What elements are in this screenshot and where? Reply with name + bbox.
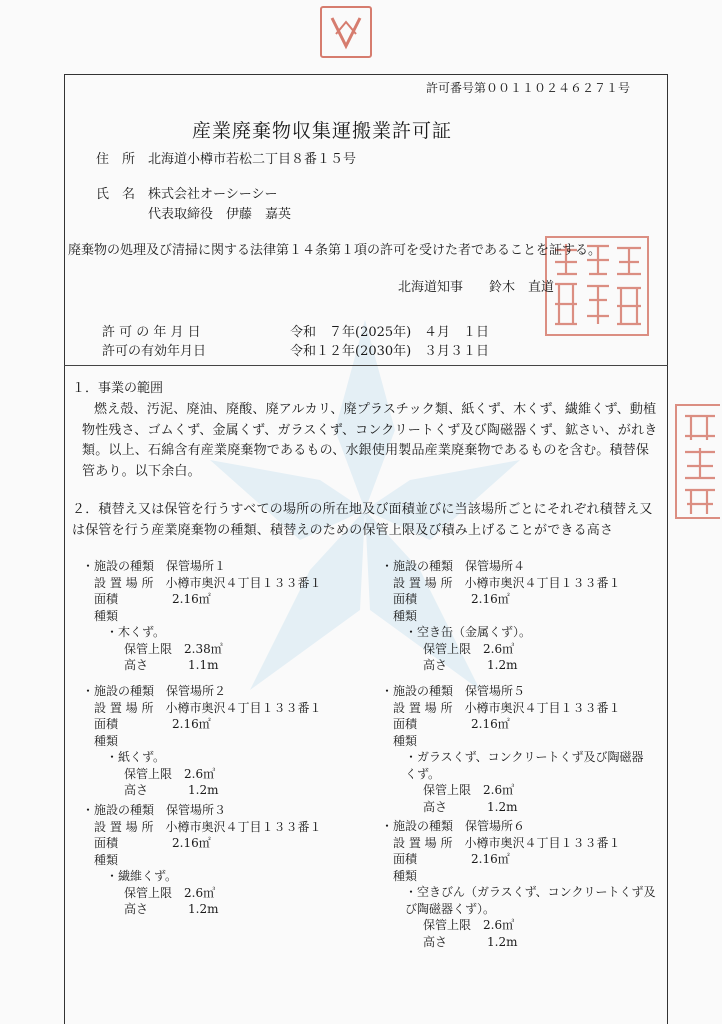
facility-limit: 2.38㎥ [184,641,223,656]
location-label: 設 置 場 所 [393,835,453,850]
address-value: 北海道小樽市若松二丁目８番１５号 [148,152,357,167]
facility-area: 2.16㎡ [471,852,510,866]
representative-name: 代表取締役 伊藤 嘉英 [148,207,292,222]
facility-area: 2.16㎡ [172,836,211,850]
kind-label: 種類 [94,852,119,867]
facility-waste: ・ガラスくず、コンクリートくず及び陶磁器くず。 [405,750,644,781]
location-label: 設 置 場 所 [393,575,453,590]
permit-number: 許可番号第００１１０２４６２７１号 [426,81,631,95]
side-seal [675,404,720,519]
facility-card [381,683,666,815]
location-label: 設 置 場 所 [94,819,154,834]
area-label: 面積 [393,592,418,606]
location-label: 設 置 場 所 [94,575,154,590]
facility-type-label: ・施設の種類 [381,684,454,698]
expiry-date-label: 許可の有効年月日 [102,344,207,359]
section1-text: 燃え殻、汚泥、廃油、廃酸、廃アルカリ、廃プラスチック類、紙くず、木くず、繊維くず、動植物性残さ、ゴムくず、金属くず、ガラスくず、コンクリートくず及び陶磁器くず、鉱さい、がれき類。以上、石綿含有産業廃棄物であるもの、水銀使用製品産業廃棄物であるものを含む。積替保管あり。以下余白。 [82,402,658,479]
facility-name: 保管場所３ [166,803,227,817]
limit-label: 保管上限 [124,766,173,781]
facility-limit: 2.6㎥ [184,885,216,900]
limit-label: 保管上限 [423,918,472,932]
divider [64,365,668,366]
permit-date-era: 令和 ７年(2025年) [290,325,412,340]
location-label: 設 置 場 所 [94,700,154,715]
facility-height: 1.2m [487,658,518,672]
certification-statement: 廃棄物の処理及び清掃に関する法律第１４条第１項の許可を受けた者であることを証する。 [68,243,602,258]
facility-card [381,558,666,674]
facility-location: 小樽市奥沢４丁目１３３番１ [165,575,322,590]
registration-seal-top [320,6,372,58]
facility-card [82,683,372,799]
section2-text: ２．積替え又は保管を行うすべての場所の所在地及び面積並びに当該場所ごとにそれぞれ積替え又は保管を行う産業廃棄物の種類、積替えのための保管上限及び積み上げることができる高さ [72,502,653,538]
facility-waste: ・空きびん（ガラスくず、コンクリートくず及び陶磁器くず）。 [405,885,656,916]
facility-limit: 2.6㎥ [483,918,515,932]
facility-waste: ・繊維くず。 [106,869,178,883]
facility-limit: 2.6㎥ [184,766,216,781]
facility-location: 小樽市奥沢４丁目１３３番１ [464,700,621,715]
facility-area: 2.16㎡ [172,592,211,606]
permit-date-label: 許 可 の 年 月 日 [102,325,201,340]
limit-label: 保管上限 [124,641,173,656]
kind-label: 種類 [393,608,418,623]
area-label: 面積 [94,592,119,606]
area-label: 面積 [393,852,418,866]
area-label: 面積 [393,717,418,731]
height-label: 高さ [124,783,149,797]
expiry-date-era: 令和１２年(2030年) [290,344,412,359]
area-label: 面積 [94,836,119,850]
facility-location: 小樽市奥沢４丁目１３３番１ [464,575,621,590]
facility-height: 1.2m [487,799,518,814]
area-label: 面積 [94,717,119,731]
facility-type-label: ・施設の種類 [381,559,454,573]
facility-limit: 2.6㎥ [483,641,515,656]
facility-name: 保管場所１ [166,559,227,573]
height-label: 高さ [124,658,149,672]
expiry-date-day: ３月３１日 [424,344,490,359]
address-label: 住 所 [96,152,136,167]
kind-label: 種類 [393,868,418,883]
facility-card [381,818,666,950]
facility-type-label: ・施設の種類 [381,819,454,833]
issuer: 北海道知事 鈴木 直道 [398,280,555,295]
kind-label: 種類 [393,733,418,748]
location-label: 設 置 場 所 [393,700,453,715]
facility-limit: 2.6㎥ [483,783,515,797]
facility-height: 1.1m [188,658,219,672]
facility-area: 2.16㎡ [471,592,510,606]
facility-area: 2.16㎡ [172,717,211,731]
facility-waste: ・紙くず。 [106,750,166,764]
facility-location: 小樽市奥沢４丁目１３３番１ [165,819,322,834]
section1-heading: １．事業の範囲 [72,381,164,396]
height-label: 高さ [423,658,448,672]
company-name: 株式会社オーシーシー [148,187,278,202]
height-label: 高さ [423,799,448,814]
facility-name: 保管場所２ [166,684,227,698]
facility-name: 保管場所５ [465,684,526,698]
facility-area: 2.16㎡ [471,717,510,731]
facility-card [82,558,372,674]
facility-height: 1.2m [188,783,219,797]
facility-name: 保管場所６ [465,819,526,833]
certificate-title: 産業廃棄物収集運搬業許可証 [192,120,453,142]
permit-date-day: ４月 １日 [424,325,490,340]
facility-name: 保管場所４ [465,559,526,573]
facility-type-label: ・施設の種類 [82,803,155,817]
kind-label: 種類 [94,608,119,623]
name-label: 氏 名 [96,187,136,202]
facility-card [82,802,372,918]
facility-height: 1.2m [188,902,219,916]
facility-location: 小樽市奥沢４丁目１３３番１ [165,700,322,715]
facility-height: 1.2m [487,934,518,949]
facility-waste: ・空き缶（金属くず）。 [405,625,532,639]
facility-type-label: ・施設の種類 [82,684,155,698]
limit-label: 保管上限 [423,783,472,797]
kind-label: 種類 [94,733,119,748]
facility-type-label: ・施設の種類 [82,559,155,573]
facility-waste: ・木くず。 [106,625,166,639]
limit-label: 保管上限 [124,885,173,900]
limit-label: 保管上限 [423,641,472,656]
height-label: 高さ [423,934,448,949]
facility-location: 小樽市奥沢４丁目１３３番１ [464,835,621,850]
height-label: 高さ [124,902,149,916]
